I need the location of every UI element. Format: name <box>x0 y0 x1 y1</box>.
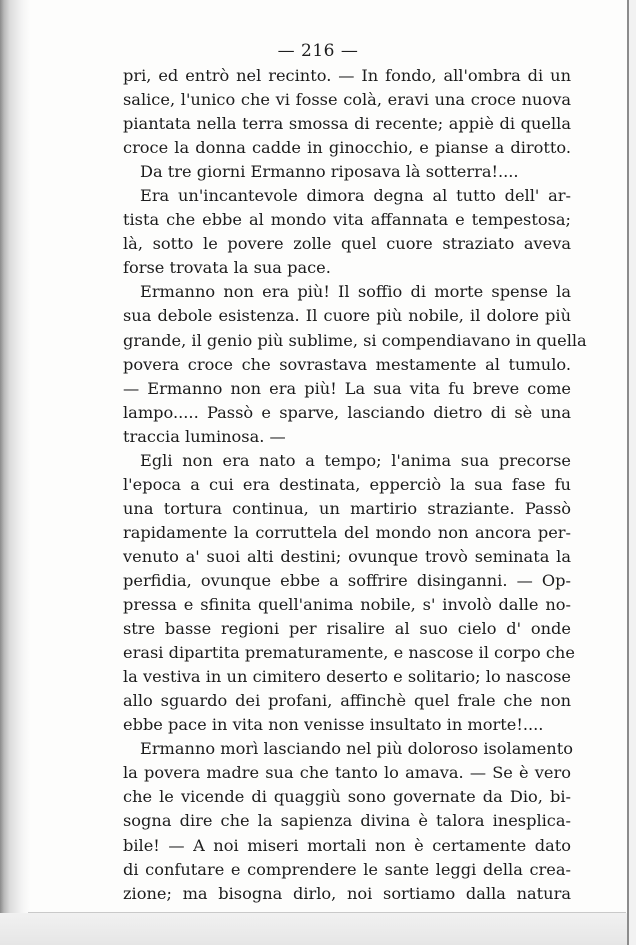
text-line: traccia luminosa. — <box>123 426 286 446</box>
text-line: la vestiva in un cimitero deserto e solitario; lo nascose <box>123 667 571 687</box>
text-line: Ermanno morì lasciando nel più doloroso isolamento <box>140 739 573 759</box>
text-line: una tortura continua, un martirio straziante. Passò <box>123 498 571 518</box>
page-number: — 216 — <box>277 41 359 61</box>
text-line: là, sotto le povere zolle quel cuore straziato aveva <box>123 234 571 254</box>
text-line: di confutare e comprendere le sante leggi della crea- <box>123 859 571 879</box>
text-line: rapidamente la corruttela del mondo non ancora per- <box>123 522 571 542</box>
text-line: Egli non era nato a tempo; l'anima sua precorse <box>140 450 571 470</box>
body-text <box>123 64 587 906</box>
text-line: zione; ma bisogna dirlo, noi sortiamo dalla natura <box>123 883 571 903</box>
text-line: bile! — A noi miseri mortali non è certamente dato <box>123 835 571 855</box>
text-line: forse trovata la sua pace. <box>123 258 331 278</box>
text-line: Ermanno non era più! Il soffio di morte spense la <box>140 282 571 302</box>
text-line: sua debole esistenza. Il cuore più nobile, il dolore più <box>123 306 571 326</box>
text-line: allo sguardo dei profani, affinchè quel frale che non <box>123 691 571 711</box>
text-line: erasi dipartita prematuramente, e nascose il corpo che <box>123 643 575 663</box>
text-line: stre basse regioni per risalire al suo cielo d' onde <box>123 619 571 639</box>
text-line: l'epoca a cui era destinata, epperciò la sua fase fu <box>123 474 571 494</box>
text-line: piantata nella terra smossa di recente; appiè di quella <box>123 114 571 134</box>
text-line: lampo..... Passò e sparve, lasciando dietro di sè una <box>123 402 571 422</box>
binding-shadow <box>0 0 30 945</box>
text-line: perfidia, ovunque ebbe a soffrire disinganni. — Op- <box>123 570 571 590</box>
text-line: venuto a' suoi alti destini; ovunque trovò seminata la <box>123 546 571 566</box>
text-line: povera croce che sovrastava mestamente al tumulo. <box>123 354 571 374</box>
text-line: ebbe pace in vita non venisse insultato in morte!.... <box>123 715 544 735</box>
right-page-edge <box>629 0 636 945</box>
text-line: pri, ed entrò nel recinto. — In fondo, all'ombra di un <box>123 66 571 85</box>
text-line: salice, l'unico che vi fosse colà, eravi una croce nuova <box>123 90 571 110</box>
text-line: croce la donna cadde in ginocchio, e pianse a dirotto. <box>123 138 571 158</box>
text-line: tista che ebbe al mondo vita affannata e tempestosa; <box>123 210 571 230</box>
text-line: la povera madre sua che tanto lo amava. — Se è vero <box>123 763 571 783</box>
text-line: grande, il genio più sublime, si compendiavano in quella <box>123 330 587 350</box>
bottom-page-edge <box>0 913 627 945</box>
text-line: Era un'incantevole dimora degna al tutto dell' ar- <box>140 186 571 206</box>
text-line: pressa e sfinita quell'anima nobile, s' involò dalle no- <box>123 595 571 615</box>
text-line: che le vicende di quaggiù sono governate da Dio, bi- <box>123 787 571 807</box>
text-line: Da tre giorni Ermanno riposava là sotterra!.... <box>140 162 519 182</box>
text-line: sogna dire che la sapienza divina è talora inesplica- <box>123 811 571 831</box>
text-line: — Ermanno non era più! La sua vita fu breve come <box>123 378 571 398</box>
